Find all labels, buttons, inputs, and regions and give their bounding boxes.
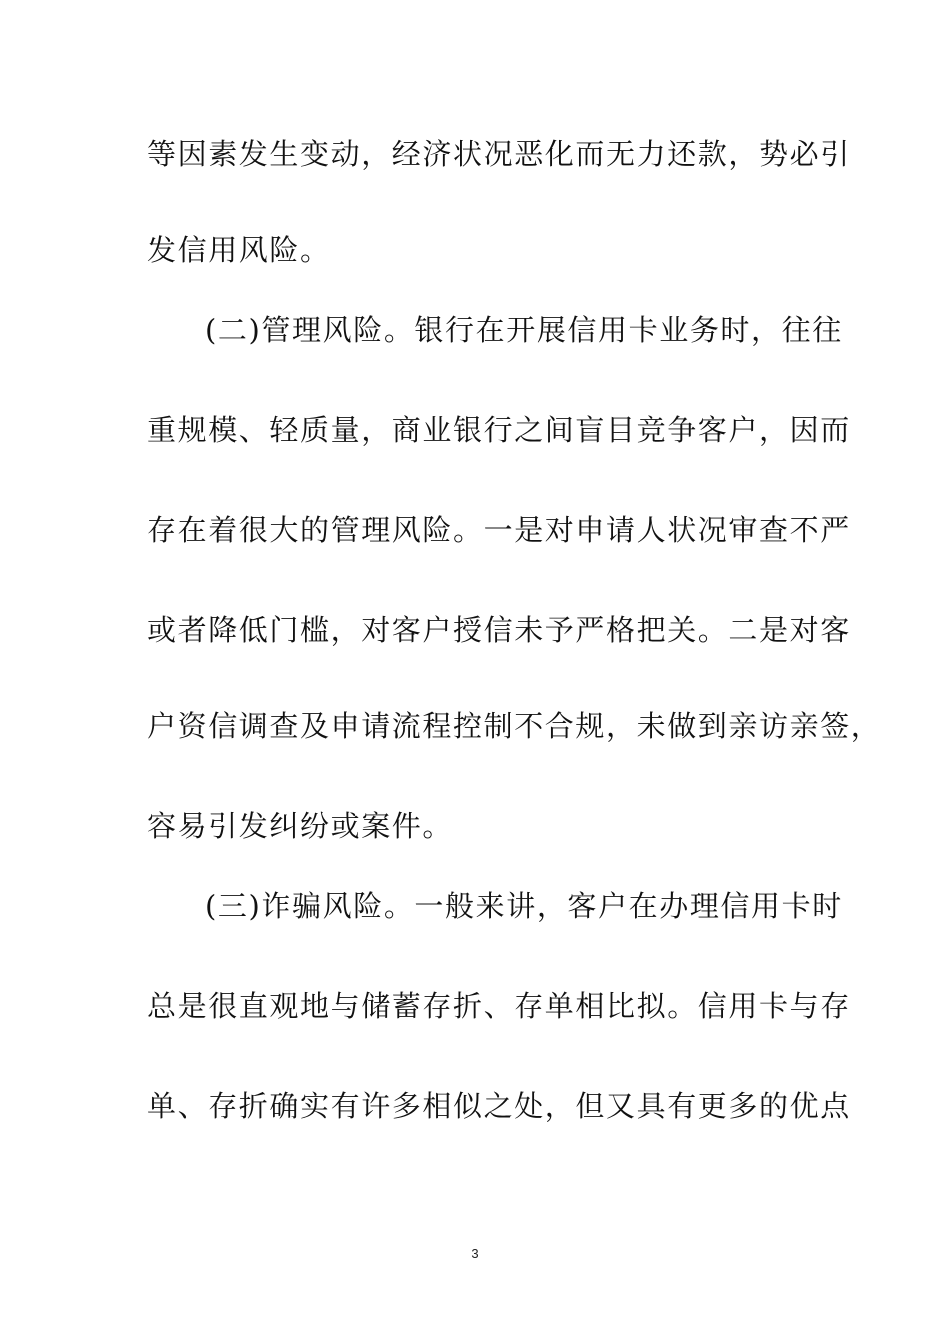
text-line: 重规模、轻质量，商业银行之间盲目竞争客户，因而 xyxy=(147,413,851,447)
text-line: 存在着很大的管理风险。一是对申请人状况审查不严 xyxy=(147,513,851,547)
page-number: 3 xyxy=(471,1246,479,1261)
text-line: 户资信调查及申请流程控制不合规，未做到亲访亲签， xyxy=(147,709,882,743)
section-heading-line: (二)管理风险。银行在开展信用卡业务时，往往 xyxy=(205,313,843,347)
text-line: 或者降低门槛，对客户授信未予严格把关。二是对客 xyxy=(147,613,851,647)
section-heading-line: (三)诈骗风险。一般来讲，客户在办理信用卡时 xyxy=(205,889,843,923)
text-line: 总是很直观地与储蓄存折、存单相比拟。信用卡与存 xyxy=(147,989,851,1023)
text-line: 单、存折确实有许多相似之处，但又具有更多的优点 xyxy=(147,1089,851,1123)
text-line: 等因素发生变动，经济状况恶化而无力还款，势必引 xyxy=(147,137,851,171)
text-line: 容易引发纠纷或案件。 xyxy=(147,809,454,843)
text-line: 发信用风险。 xyxy=(147,233,331,267)
